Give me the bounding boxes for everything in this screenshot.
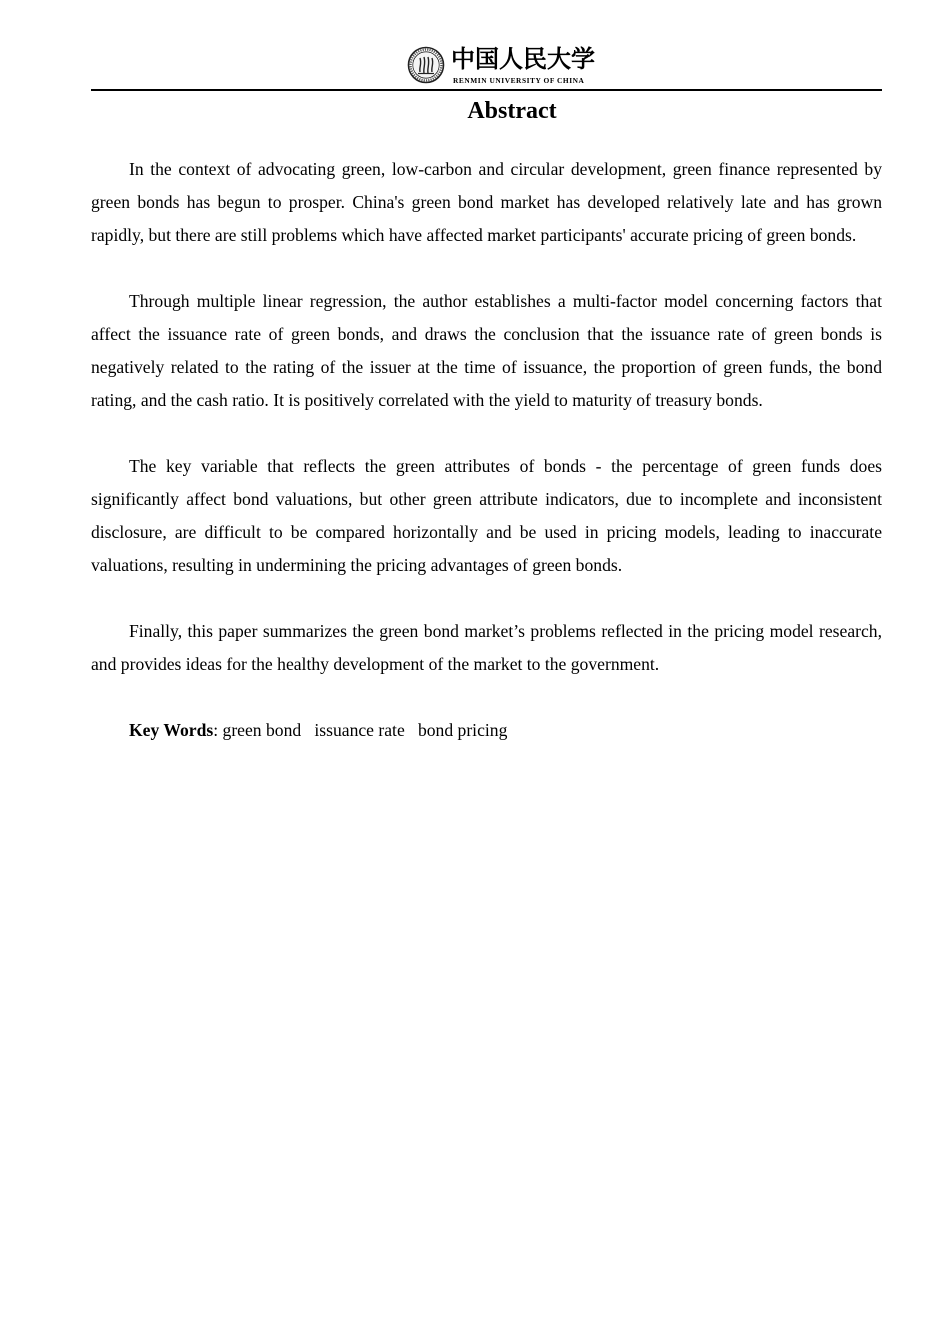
- logo-chinese-name: 中国人民大学: [451, 44, 595, 73]
- abstract-paragraph-2: Through multiple linear regression, the author establishes a multi-factor model concerning factors that affect the issuance rate of green bonds, and draws the conclusion that the issuance rate of green bonds is negatively related to the rating of the issuer at the time of issuance, the proportion of green funds, the bond rating, and the cash ratio. It is positively correlated with the yield to maturity of treasury bonds.: [91, 291, 882, 410]
- header-divider: [91, 89, 882, 91]
- abstract-paragraph-1: In the context of advocating green, low-carbon and circular development, green finance represented by green bonds has begun to prosper. China's green bond market has developed relatively late and has grown rapidly, but there are still problems which have affected market participants' accurate pricing of green bonds.: [91, 159, 882, 245]
- keywords-separator: :: [213, 720, 223, 740]
- keywords-text: green bond issuance rate bond pricing: [222, 720, 508, 740]
- abstract-body: [91, 153, 882, 747]
- logo-english-name: RENMIN UNIVERSITY OF CHINA: [453, 76, 585, 85]
- page-header: [0, 44, 950, 90]
- keywords-line: [91, 714, 882, 747]
- page-title: Abstract: [467, 98, 557, 124]
- keywords-label: Key Words: [129, 720, 214, 740]
- abstract-paragraph-4: Finally, this paper summarizes the green bond market’s problems reflected in the pricing model research, and provides ideas for the healthy development of the market to the government.: [91, 621, 882, 674]
- university-seal-icon: [407, 46, 445, 84]
- university-logo: [407, 46, 597, 88]
- abstract-paragraph-3: The key variable that reflects the green attributes of bonds - the percentage of green funds does significantly affect bond valuations, but other green attribute indicators, due to incomplete and inconsistent disclosure, are difficult to be compared horizontally and be used in pricing models, leading to inaccurate valuations, resulting in undermining the pricing advantages of green bonds.: [91, 456, 882, 575]
